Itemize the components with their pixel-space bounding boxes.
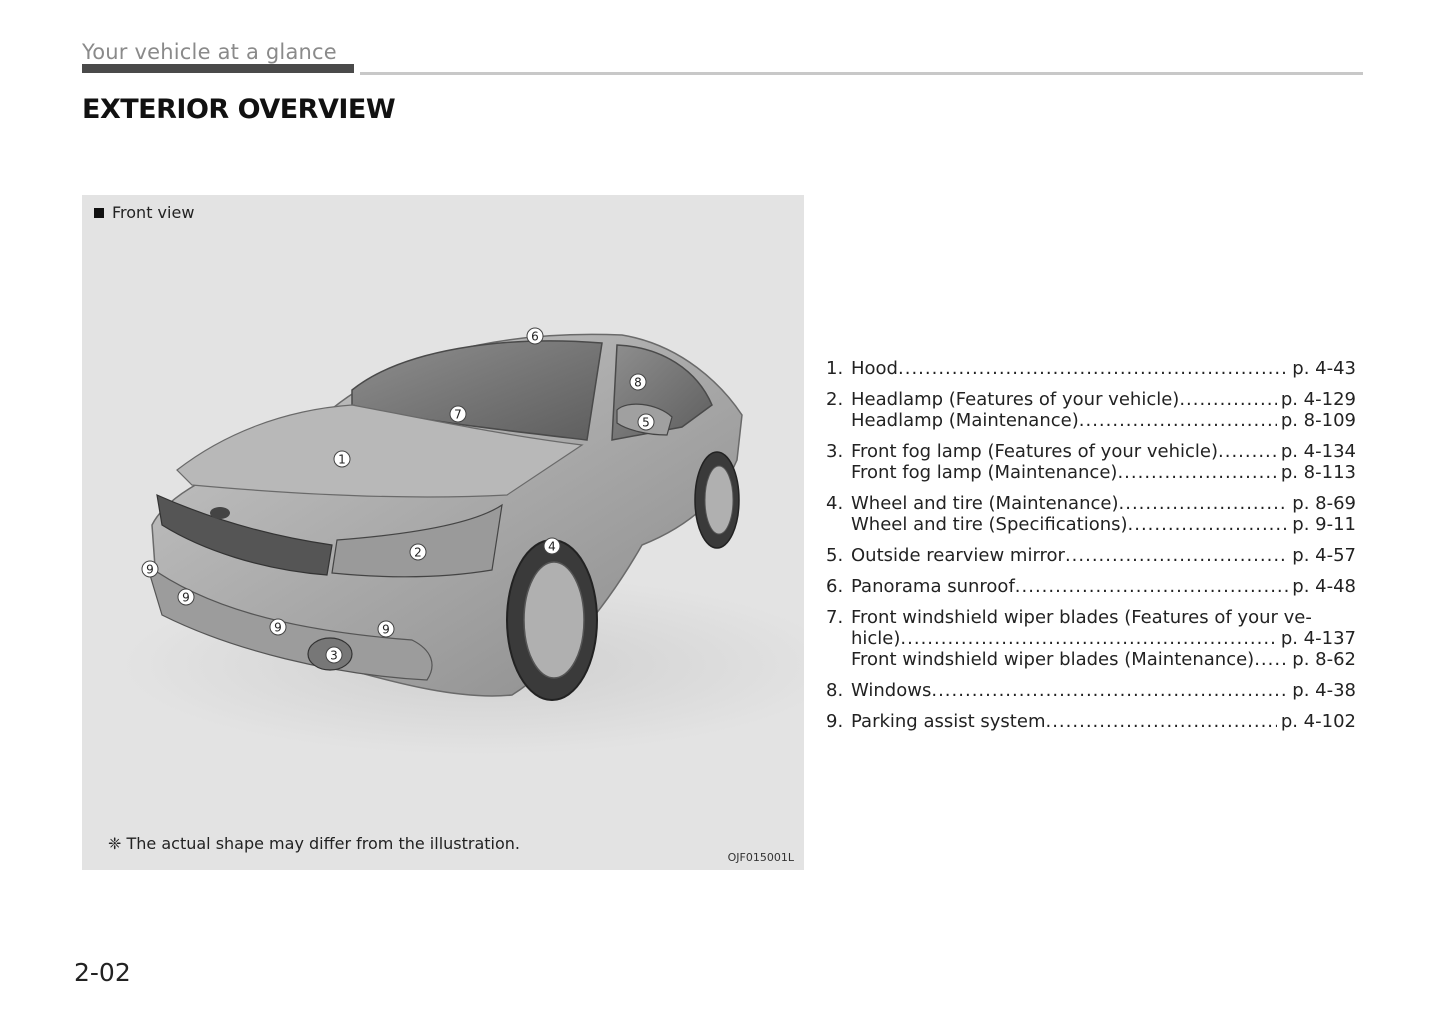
item-number: 1. [826,358,844,379]
leader-dots [931,680,1288,701]
index-line [826,389,1356,410]
leader-dots [1128,514,1289,535]
index-line [826,680,1356,701]
callout-9-a [142,561,158,577]
svg-text:9: 9 [382,622,390,637]
svg-text:1: 1 [338,452,346,467]
svg-text:3: 3 [330,648,338,663]
page-reference: p. 4-38 [1292,680,1356,701]
svg-text:8: 8 [634,375,642,390]
item-label: Parking assist system [851,711,1046,732]
index-item-8 [826,680,1356,701]
page-reference: p. 4-129 [1280,389,1356,410]
index-line [826,493,1356,514]
page-reference: p. 4-102 [1280,711,1356,732]
index-line [826,441,1356,462]
index-line [826,576,1356,597]
index-line [826,462,1356,483]
page-reference: p. 4-48 [1292,576,1356,597]
page-reference: p. 8-62 [1292,649,1356,670]
leader-dots [1045,711,1276,732]
svg-text:9: 9 [182,590,190,605]
item-label: Front fog lamp (Maintenance) [851,462,1118,483]
page-reference: p. 8-113 [1280,462,1356,483]
leader-dots [1119,493,1289,514]
item-number: 2. [826,389,844,410]
index-line [826,649,1356,670]
index-line [826,545,1356,566]
item-number: 9. [826,711,844,732]
index-line [826,410,1356,431]
callout-7 [450,406,466,422]
item-number: 8. [826,680,844,701]
svg-text:6: 6 [531,329,539,344]
item-label: Front windshield wiper blades (Maintenance) [851,649,1255,670]
index-line [826,607,1356,628]
leader-dots [1254,649,1288,670]
callout-1 [334,451,350,467]
callout-3 [326,647,342,663]
index-item-9 [826,711,1356,732]
leader-dots [1079,410,1277,431]
index-item-7 [826,607,1356,670]
index-item-1 [826,358,1356,379]
figure-code: OJF015001L [727,851,794,864]
page-reference: p. 4-137 [1280,628,1356,649]
index-line [826,514,1356,535]
index-item-2 [826,389,1356,431]
car-illustration [82,195,804,870]
page-reference: p. 8-69 [1292,493,1356,514]
callout-5 [638,414,654,430]
item-number: 6. [826,576,844,597]
callout-9-d [378,621,394,637]
callout-9-c [270,619,286,635]
page-number: 2-02 [74,958,131,987]
svg-text:9: 9 [146,562,154,577]
item-number: 5. [826,545,844,566]
leader-dots [1179,389,1276,410]
page-reference: p. 9-11 [1292,514,1356,535]
page-reference: p. 4-43 [1292,358,1356,379]
figure-note: ❈ The actual shape may differ from the illustration. [108,834,520,853]
svg-text:2: 2 [414,545,422,560]
section-rule-dark [82,64,354,73]
section-rule-light [360,72,1363,75]
index-line [826,358,1356,379]
item-label: Wheel and tire (Maintenance) [851,493,1119,514]
index-item-6 [826,576,1356,597]
svg-text:5: 5 [642,415,650,430]
svg-text:4: 4 [548,539,556,554]
item-label: Front windshield wiper blades (Features of your ve- [851,607,1312,628]
item-label: Panorama sunroof [851,576,1015,597]
front-rim [524,562,584,678]
leader-dots [1218,441,1277,462]
callout-2 [410,544,426,560]
index-line [826,628,1356,649]
section-label: Your vehicle at a glance [82,40,337,64]
logo-shape [210,507,230,519]
leader-dots [898,358,1288,379]
page-reference: p. 4-57 [1292,545,1356,566]
page-reference: p. 4-134 [1280,441,1356,462]
item-number: 7. [826,607,844,628]
leader-dots [1065,545,1288,566]
callout-8 [630,374,646,390]
rear-rim [705,466,733,534]
leader-dots [1015,576,1288,597]
item-label: Wheel and tire (Specifications) [851,514,1128,535]
component-index [826,358,1356,742]
front-view-figure [82,195,804,870]
item-label: Outside rearview mirror [851,545,1065,566]
item-label: Headlamp (Maintenance) [851,410,1079,431]
index-line [826,711,1356,732]
item-label: Headlamp (Features of your vehicle) [851,389,1180,410]
item-label: hicle) [851,628,901,649]
index-item-3 [826,441,1356,483]
item-label: Front fog lamp (Features of your vehicle) [851,441,1218,462]
index-item-5 [826,545,1356,566]
callout-6 [527,328,543,344]
page-reference: p. 8-109 [1280,410,1356,431]
item-label: Windows [851,680,932,701]
callout-9-b [178,589,194,605]
svg-text:9: 9 [274,620,282,635]
item-number: 4. [826,493,844,514]
page-title: EXTERIOR OVERVIEW [82,94,396,125]
index-item-4 [826,493,1356,535]
figure-caption-text: Front view [112,203,195,222]
item-label: Hood [851,358,898,379]
item-number: 3. [826,441,844,462]
callout-4 [544,538,560,554]
leader-dots [900,628,1276,649]
leader-dots [1117,462,1276,483]
svg-text:7: 7 [454,407,462,422]
